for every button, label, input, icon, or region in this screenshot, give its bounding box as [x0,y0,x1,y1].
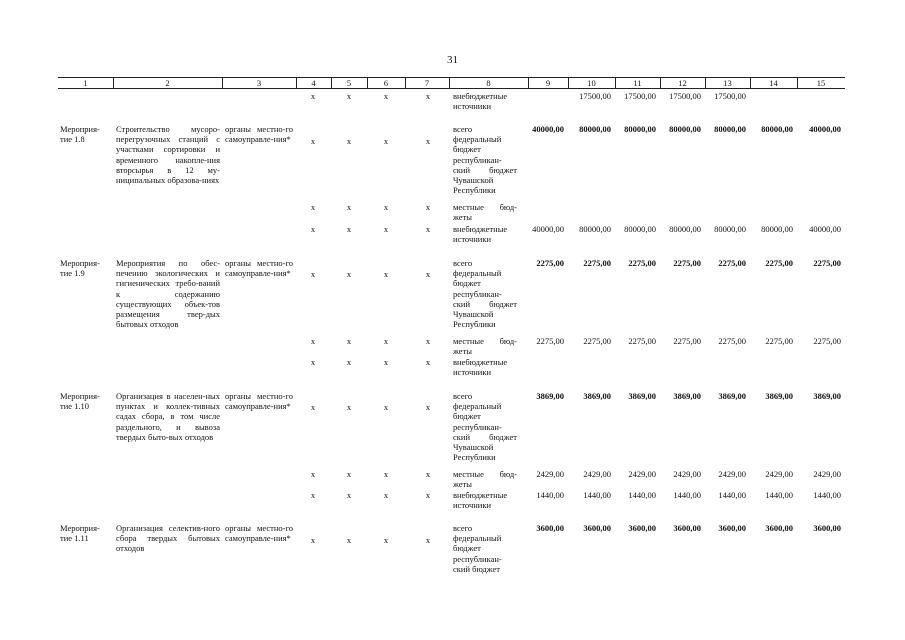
amount-cell: 1440,00 [628,490,656,500]
header-cell: 6 [383,78,389,88]
amount-cell: 2275,00 [765,258,793,268]
header-cell: 7 [424,78,430,88]
amount-cell: 80000,00 [579,224,611,234]
funding-source: местные бюд-жеты [453,202,517,223]
x-mark: x [310,91,316,101]
funding-source: местные бюд-жеты [453,336,517,357]
x-mark: x [383,91,389,101]
funding-source: внебюджетные источники [453,357,508,378]
amount-cell: 3869,00 [628,391,656,401]
header-cell: 13 [723,78,732,88]
amount-cell: 80000,00 [714,224,746,234]
header-divider [705,77,706,88]
amount-cell: 80000,00 [669,224,701,234]
x-mark: x [310,469,316,479]
header-cell: 11 [633,78,642,88]
measure-title: Организация селектив-ного сбора твердых бытовых отходов [116,523,220,554]
amount-cell: 3869,00 [765,391,793,401]
x-mark: x [383,136,389,146]
amount-cell: 2275,00 [536,258,564,268]
header-divider [528,77,529,88]
amount-cell: 3600,00 [718,523,746,533]
header-divider [568,77,569,88]
funding-source: внебюджетные источники [453,490,508,511]
amount-cell: 2275,00 [813,336,841,346]
x-mark: x [383,490,389,500]
measure-executor: органы местно-го самоуправле-ния* [225,523,293,544]
funding-source: местные бюд-жеты [453,469,517,490]
x-mark: x [425,469,431,479]
amount-cell: 2429,00 [628,469,656,479]
x-mark: x [346,469,352,479]
header-cell: 12 [678,78,687,88]
measure-title: Мероприятия по обес-печению экологических и гигиенических требо-ваний к содержанию существующих объек-тов размещения твер-дых бытовых отходов [116,258,220,330]
amount-cell: 2275,00 [583,258,611,268]
amount-cell: 2429,00 [718,469,746,479]
measure-code: Мероприя-тие 1.10 [60,391,100,412]
funding-source: всего федеральный бюджет республикан-ский бюджет Чувашской Республики [453,258,517,330]
x-mark: x [310,336,316,346]
amount-cell: 40000,00 [532,224,564,234]
x-mark: x [310,224,316,234]
amount-cell: 2429,00 [765,469,793,479]
x-mark: x [346,224,352,234]
x-mark: x [310,402,316,412]
header-divider [113,77,114,88]
x-mark: x [346,136,352,146]
header-divider [449,77,450,88]
header-cell: 5 [346,78,352,88]
measure-executor: органы местно-го самоуправле-ния* [225,391,293,412]
header-divider [797,77,798,88]
x-mark: x [425,357,431,367]
amount-cell: 2429,00 [536,469,564,479]
amount-cell: 80000,00 [761,224,793,234]
x-mark: x [346,202,352,212]
x-mark: x [425,535,431,545]
header-cell: 10 [587,78,596,88]
x-mark: x [310,357,316,367]
amount-cell: 3869,00 [536,391,564,401]
amount-cell: 1440,00 [718,490,746,500]
header-divider [331,77,332,88]
amount-cell: 40000,00 [532,124,564,134]
x-mark: x [425,402,431,412]
header-cell: 14 [769,78,778,88]
header-cell: 8 [486,78,491,88]
amount-cell: 3600,00 [536,523,564,533]
x-mark: x [346,357,352,367]
x-mark: x [383,202,389,212]
x-mark: x [346,535,352,545]
amount-cell: 3600,00 [765,523,793,533]
x-mark: x [383,535,389,545]
x-mark: x [383,402,389,412]
measure-code: Мероприя-тие 1.11 [60,523,100,544]
amount-cell: 2275,00 [673,258,701,268]
measure-executor: органы местно-го самоуправле-ния* [225,258,293,279]
amount-cell: 2275,00 [765,336,793,346]
amount-cell: 2275,00 [718,336,746,346]
amount-cell: 17500,00 [579,91,611,101]
x-mark: x [346,402,352,412]
amount-cell: 40000,00 [809,124,841,134]
amount-cell: 40000,00 [809,224,841,234]
x-mark: x [425,136,431,146]
header-divider [660,77,661,88]
x-mark: x [310,136,316,146]
amount-cell: 2275,00 [718,258,746,268]
x-mark: x [383,469,389,479]
amount-cell: 2429,00 [813,469,841,479]
x-mark: x [383,336,389,346]
amount-cell: 80000,00 [579,124,611,134]
header-cell: 4 [311,78,316,88]
x-mark: x [346,269,352,279]
amount-cell: 1440,00 [813,490,841,500]
x-mark: x [425,224,431,234]
amount-cell: 2429,00 [583,469,611,479]
header-divider [405,77,406,88]
amount-cell: 17500,00 [624,91,656,101]
measure-title: Организация в населен-ных пунктах и коллек-тивных садах сбора, в том числе раздельного, и вывоза твердых быто-вых отходов [116,391,220,442]
x-mark: x [425,202,431,212]
funding-source: всего федеральный бюджет республикан-ский бюджет [453,523,502,574]
amount-cell: 1440,00 [583,490,611,500]
x-mark: x [310,269,316,279]
amount-cell: 2275,00 [813,258,841,268]
x-mark: x [425,490,431,500]
x-mark: x [383,224,389,234]
amount-cell: 1440,00 [673,490,701,500]
header-cell: 9 [545,78,551,88]
amount-cell: 80000,00 [669,124,701,134]
amount-cell: 3869,00 [673,391,701,401]
amount-cell: 2275,00 [628,336,656,346]
funding-source: всего федеральный бюджет республикан-ский бюджет Чувашской Республики [453,391,517,463]
x-mark: x [346,91,352,101]
header-divider [750,77,751,88]
amount-cell: 3869,00 [718,391,746,401]
x-mark: x [383,269,389,279]
header-cell: 2 [165,78,170,88]
measure-code: Мероприя-тие 1.9 [60,258,100,279]
amount-cell: 2275,00 [583,336,611,346]
amount-cell: 17500,00 [714,91,746,101]
amount-cell: 2275,00 [628,258,656,268]
x-mark: x [310,490,316,500]
x-mark: x [346,490,352,500]
header-divider [367,77,368,88]
amount-cell: 3600,00 [583,523,611,533]
amount-cell: 80000,00 [624,124,656,134]
table-header-bottom-rule [58,88,845,89]
x-mark: x [383,357,389,367]
measure-code: Мероприя-тие 1.8 [60,124,100,145]
funding-source: всего федеральный бюджет республикан-ский бюджет Чувашской Республики [453,124,517,196]
amount-cell: 2275,00 [536,336,564,346]
header-divider [296,77,297,88]
measure-title: Строительство мусоро-перегрузочных станций с участками сортировки и временного накопле-ния вторсырья в 12 му-ниципальных образова-ниях [116,124,220,186]
amount-cell: 3600,00 [628,523,656,533]
amount-cell: 1440,00 [765,490,793,500]
x-mark: x [425,336,431,346]
amount-cell: 80000,00 [761,124,793,134]
measure-executor: органы местно-го самоуправле-ния* [225,124,293,145]
amount-cell: 2429,00 [673,469,701,479]
x-mark: x [346,336,352,346]
x-mark: x [425,269,431,279]
amount-cell: 17500,00 [669,91,701,101]
amount-cell: 80000,00 [714,124,746,134]
header-cell: 3 [256,78,262,88]
funding-source: внебюджетные источники [453,91,508,112]
header-cell: 15 [816,78,826,88]
funding-source: внебюджетные источники [453,224,508,245]
amount-cell: 80000,00 [624,224,656,234]
amount-cell: 2275,00 [673,336,701,346]
amount-cell: 3869,00 [583,391,611,401]
amount-cell: 3869,00 [813,391,841,401]
x-mark: x [425,91,431,101]
page-number: 31 [447,54,458,66]
amount-cell: 3600,00 [813,523,841,533]
header-cell: 1 [83,78,88,88]
header-divider [222,77,223,88]
amount-cell: 3600,00 [673,523,701,533]
x-mark: x [310,202,316,212]
amount-cell: 1440,00 [536,490,564,500]
x-mark: x [310,535,316,545]
header-divider [615,77,616,88]
